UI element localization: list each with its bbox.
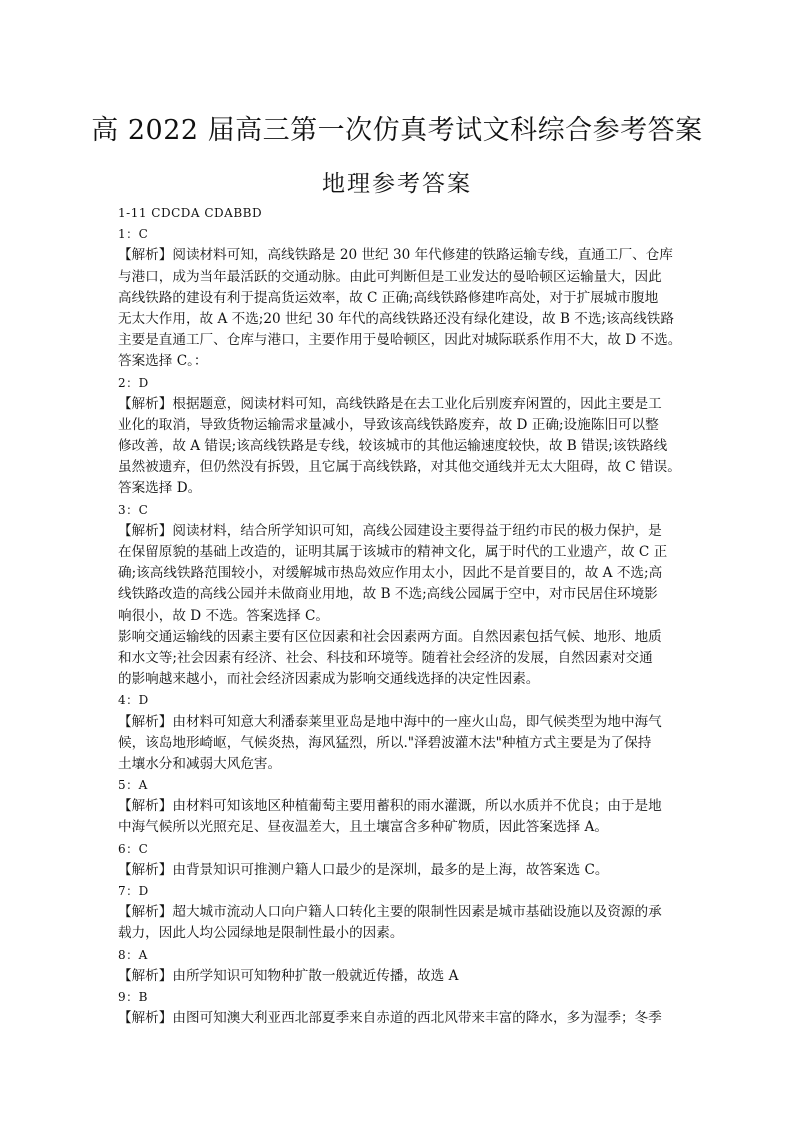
question-number: 1：C — [118, 227, 149, 242]
explanation-line: 【解析】阅读材料，结合所学知识可知，高线公园建设主要得益于纽约市民的极力保护，是 — [118, 522, 662, 539]
question-number: 4：D — [118, 693, 149, 708]
question-number: 9：B — [118, 989, 148, 1004]
explanation-line: 答案选择 C。： — [118, 353, 208, 370]
explanation-line: 中海气候所以光照充足、昼夜温差大，且土壤富含多种矿物质，因此答案选择 A。 — [118, 819, 608, 836]
explanation-line: 确;该高线铁路范围较小，对缓解城市热岛效应作用太小，因此不是首要目的，故 A 不选;高 — [118, 565, 663, 582]
explanation-line: 的影响越来越小，而社会经济因素成为影响交通线选择的决定性因素。 — [118, 671, 540, 688]
answer-key-summary: 1-11 CDCDA CDABBD — [118, 206, 263, 220]
explanation-line: 线铁路改造的高线公园并未做商业用地，故 B 不选;高线公园属于空中，对市民居住环境影 — [118, 586, 658, 603]
explanation-line: 【解析】由材料可知意大利潘泰莱里亚岛是地中海中的一座火山岛，即气候类型为地中海气 — [118, 713, 662, 730]
explanation-line: 修改善，故 A 错误;该高线铁路是专线，较该城市的其他运输速度较快，故 B 错误;该铁路线 — [118, 438, 668, 455]
explanation-line: 虽然被遗弃，但仍然没有拆毁，且它属于高线铁路，对其他交通线并无太大阻碍，故 C 错误。 — [118, 459, 681, 476]
explanation-line: 载力，因此人均公园绿地是限制性最小的因素。 — [118, 925, 404, 942]
explanation-line: 业化的取消，导致货物运输需求量减小，导致该高线铁路废弃，故 D 正确;设施陈旧可以整 — [118, 416, 659, 433]
explanation-line: 【解析】由图可知澳大利亚西北部夏季来自赤道的西北风带来丰富的降水，多为湿季；冬季 — [118, 1010, 662, 1027]
document-title: 高 2022 届高三第一次仿真考试文科综合参考答案 — [91, 115, 703, 146]
question-number: 5：A — [118, 778, 148, 793]
explanation-line: 答案选择 D。 — [118, 480, 202, 497]
explanation-line: 响很小，故 D 不选。答案选择 C。 — [118, 607, 329, 624]
explanation-line: 【解析】阅读材料可知，高线铁路是 20 世纪 30 年代修建的铁路运输专线，直通工厂、仓库 — [118, 247, 673, 264]
explanation-line: 候，该岛地形崎岖，气候炎热，海风猛烈，所以."泽碧波灌木法"种植方式主要是为了保持 — [118, 734, 652, 751]
explanation-line: 【解析】由材料可知该地区种植葡萄主要用蓄积的雨水灌溉，所以水质并不优良；由于是地 — [118, 798, 662, 815]
question-number: 8：A — [118, 947, 148, 962]
question-number: 3：C — [118, 502, 149, 517]
question-number: 7：D — [118, 884, 149, 898]
answer-content — [118, 203, 682, 1029]
explanation-line: 和水文等;社会因素有经济、社会、科技和环境等。随着社会经济的发展，自然因素对交通 — [118, 649, 653, 666]
explanation-line: 【解析】由背景知识可推测户籍人口最少的是深圳，最多的是上海，故答案选 C。 — [118, 861, 609, 878]
explanation-line: 在保留原貌的基础上改造的，证明其属于该城市的精神文化，属于时代的工业遗产，故 C 正 — [118, 544, 668, 560]
explanation-line: 主要是直通工厂、仓库与港口，主要作用于曼哈顿区，因此对城际联系作用不大，故 D 不选。 — [118, 332, 682, 349]
explanation-line: 【解析】由所学知识可知物种扩散一般就近传播，故选 A — [118, 967, 459, 984]
explanation-line: 与港口，成为当年最活跃的交通动脉。由此可判断但是工业发达的曼哈顿区运输量大，因此 — [118, 268, 662, 285]
explanation-line: 影响交通运输线的因素主要有区位因素和社会因素两方面。自然因素包括气候、地形、地质 — [118, 628, 662, 645]
question-number: 6：C — [118, 841, 149, 856]
explanation-line: 高线铁路的建设有利于提高货运效率，故 C 正确;高线铁路修建咋高处，对于扩展城市腹地 — [118, 289, 659, 306]
section-title: 地理参考答案 — [322, 171, 472, 197]
explanation-line: 【解析】超大城市流动人口向户籍人口转化主要的限制性因素是城市基础设施以及资源的承 — [118, 904, 662, 921]
explanation-line: 无太大作用，故 A 不选;20 世纪 30 年代的高线铁路还没有绿化建设，故 B 不选;该高线铁路 — [118, 310, 674, 327]
explanation-line: 【解析】根据题意，阅读材料可知，高线铁路是在去工业化后别废弃闲置的，因此主要是工 — [118, 395, 662, 412]
explanation-line: 土壤水分和减弱大风危害。 — [118, 755, 282, 772]
question-number: 2：D — [118, 375, 149, 390]
